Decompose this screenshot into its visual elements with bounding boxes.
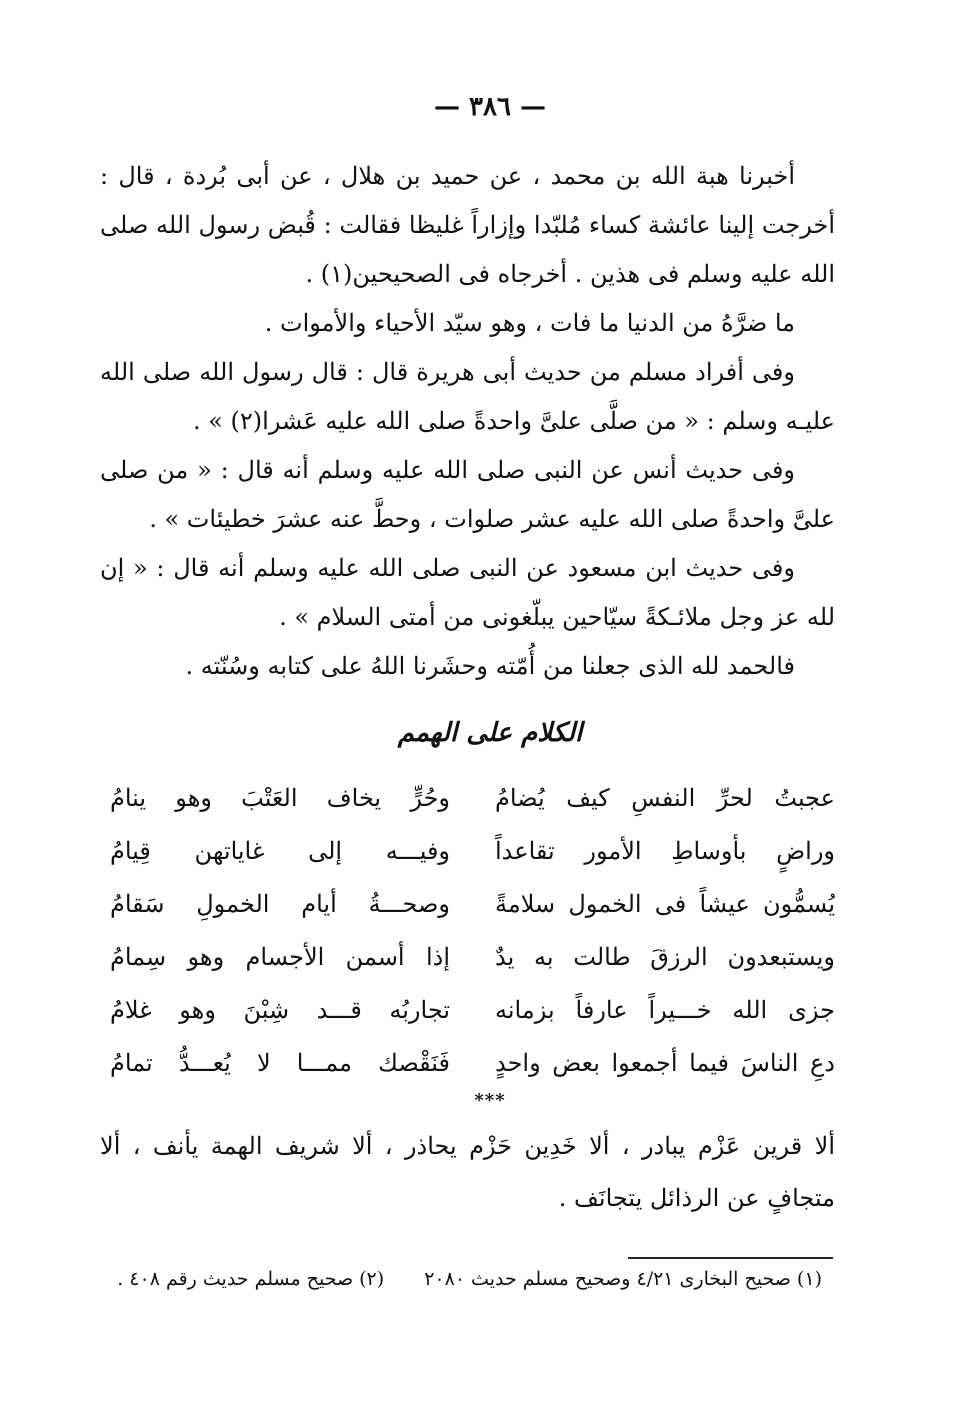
text-line: أخبرنا هبة الله بن محمد ، عن حميد بن هلال ، عن أبى بُردة ، قال : أخرجت إلينا (100, 162, 835, 239)
text-line: صلى الله عليه عشر صلوات ، وحطَّ عنه عشرَ خطيئات » . (149, 505, 720, 533)
paragraph (100, 642, 835, 691)
verse-first-hemistich: عجبتُ لحرِّ النفسِ كيف يُضامُ (495, 784, 835, 812)
text-line: وفى حديث ابن مسعود عن النبى صلى الله عليه وسلم أنه قال : « إن لله عز وجل (100, 554, 835, 631)
verse-second-hemistich: وحُرٍّ يخاف العَتْبَ وهو ينامُ (110, 784, 450, 812)
paragraph (100, 299, 835, 348)
text-line: وفى حديث أنس عن النبى صلى الله عليه وسلم أنه قال : « من صلى علىَّ واحدةً (100, 456, 835, 533)
closing-paragraph (100, 1120, 835, 1224)
page-number: — ٣٨٦ — (433, 92, 547, 122)
verse-second-hemistich: وصحـــةُ أيام الخمولِ سَقامُ (110, 890, 450, 918)
text-line: عائشة كساء مُلبّدا وإزاراً غليظا فقالت : قُبض رسول الله صلى الله عليه وسلم فى هذين . (100, 211, 835, 288)
paragraph (100, 1120, 835, 1224)
text-line: ما ضرَّهُ من الدنيا ما فات ، وهو سيّد الأحياء والأموات . (264, 309, 795, 337)
verse-first-hemistich: وراضٍ بأوساطِ الأمور تقاعداً (495, 837, 835, 865)
poem (110, 772, 835, 1090)
poem-verse (110, 772, 835, 825)
verse-second-hemistich: إذا أسمن الأجسام وهو سِمامُ (110, 943, 450, 971)
text-line: ملائـكةً سيّاحين يبلّغونى من أمتى السلام » . (279, 603, 712, 631)
poem-verse (110, 931, 835, 984)
paragraph (100, 152, 835, 299)
poem-verse (110, 984, 835, 1037)
footnote: (٢) صحيح مسلم حديث رقم ٤٠٨ . (117, 1268, 385, 1290)
verse-first-hemistich: يُسمُّون عيشاً فى الخمول سلامةً (495, 890, 835, 918)
text-line: عن الرذائل يتجانَف . (558, 1184, 760, 1212)
footnote: (١) صحيح البخارى ٤/٢١ وصحيح مسلم حديث ٢٠٨٠ (424, 1268, 822, 1290)
footnote-rule (628, 1257, 833, 1259)
verse-first-hemistich: جزى الله خـــيراً عارفاً بزمانه (495, 996, 835, 1024)
section-separator: *** (474, 1090, 506, 1111)
poem-verse (110, 878, 835, 931)
footnotes (100, 1264, 822, 1294)
poem-verse (110, 825, 835, 878)
verse-second-hemistich: تجاربُه قـــد شِبْنَ وهو غلامُ (110, 996, 450, 1024)
poem-verse (110, 1037, 835, 1090)
body-text (100, 152, 835, 691)
verse-second-hemistich: وفيـــه إلى غاياتهن قِيامُ (110, 837, 450, 865)
text-line: أخرجاه فى الصحيحين(١) . (305, 260, 568, 288)
paragraph (100, 348, 835, 446)
paragraph (100, 544, 835, 642)
verse-first-hemistich: دعِ الناسَ فيما أجمعوا بعض واحدٍ (495, 1049, 835, 1077)
text-line: وفى أفراد مسلم من حديث أبى هريرة قال : قال رسول الله صلى الله عليـه وسلم : (100, 358, 835, 435)
verse-second-hemistich: فَنَقْصك ممـــا لا يُعـــدُّ تمامُ (110, 1049, 450, 1077)
text-line: « من صلَّى علىَّ واحدةً صلى الله عليه عَشرا(٢) » . (192, 407, 699, 435)
text-line: فالحمد لله الذى جعلنا من أُمّته وحشَرنا اللهُ على كتابه وسُنّته . (185, 652, 795, 680)
verse-first-hemistich: ويستبعدون الرزقَ طالت به يدٌ (495, 943, 835, 971)
section-heading: الكلام على الهمم (397, 718, 583, 748)
paragraph (100, 446, 835, 544)
text-line: ألا قرين عَزْم يبادر ، ألا خَدِين حَزْم يحاذر ، ألا شريف الهمة يأنف ، ألا متجافٍ (100, 1132, 835, 1212)
